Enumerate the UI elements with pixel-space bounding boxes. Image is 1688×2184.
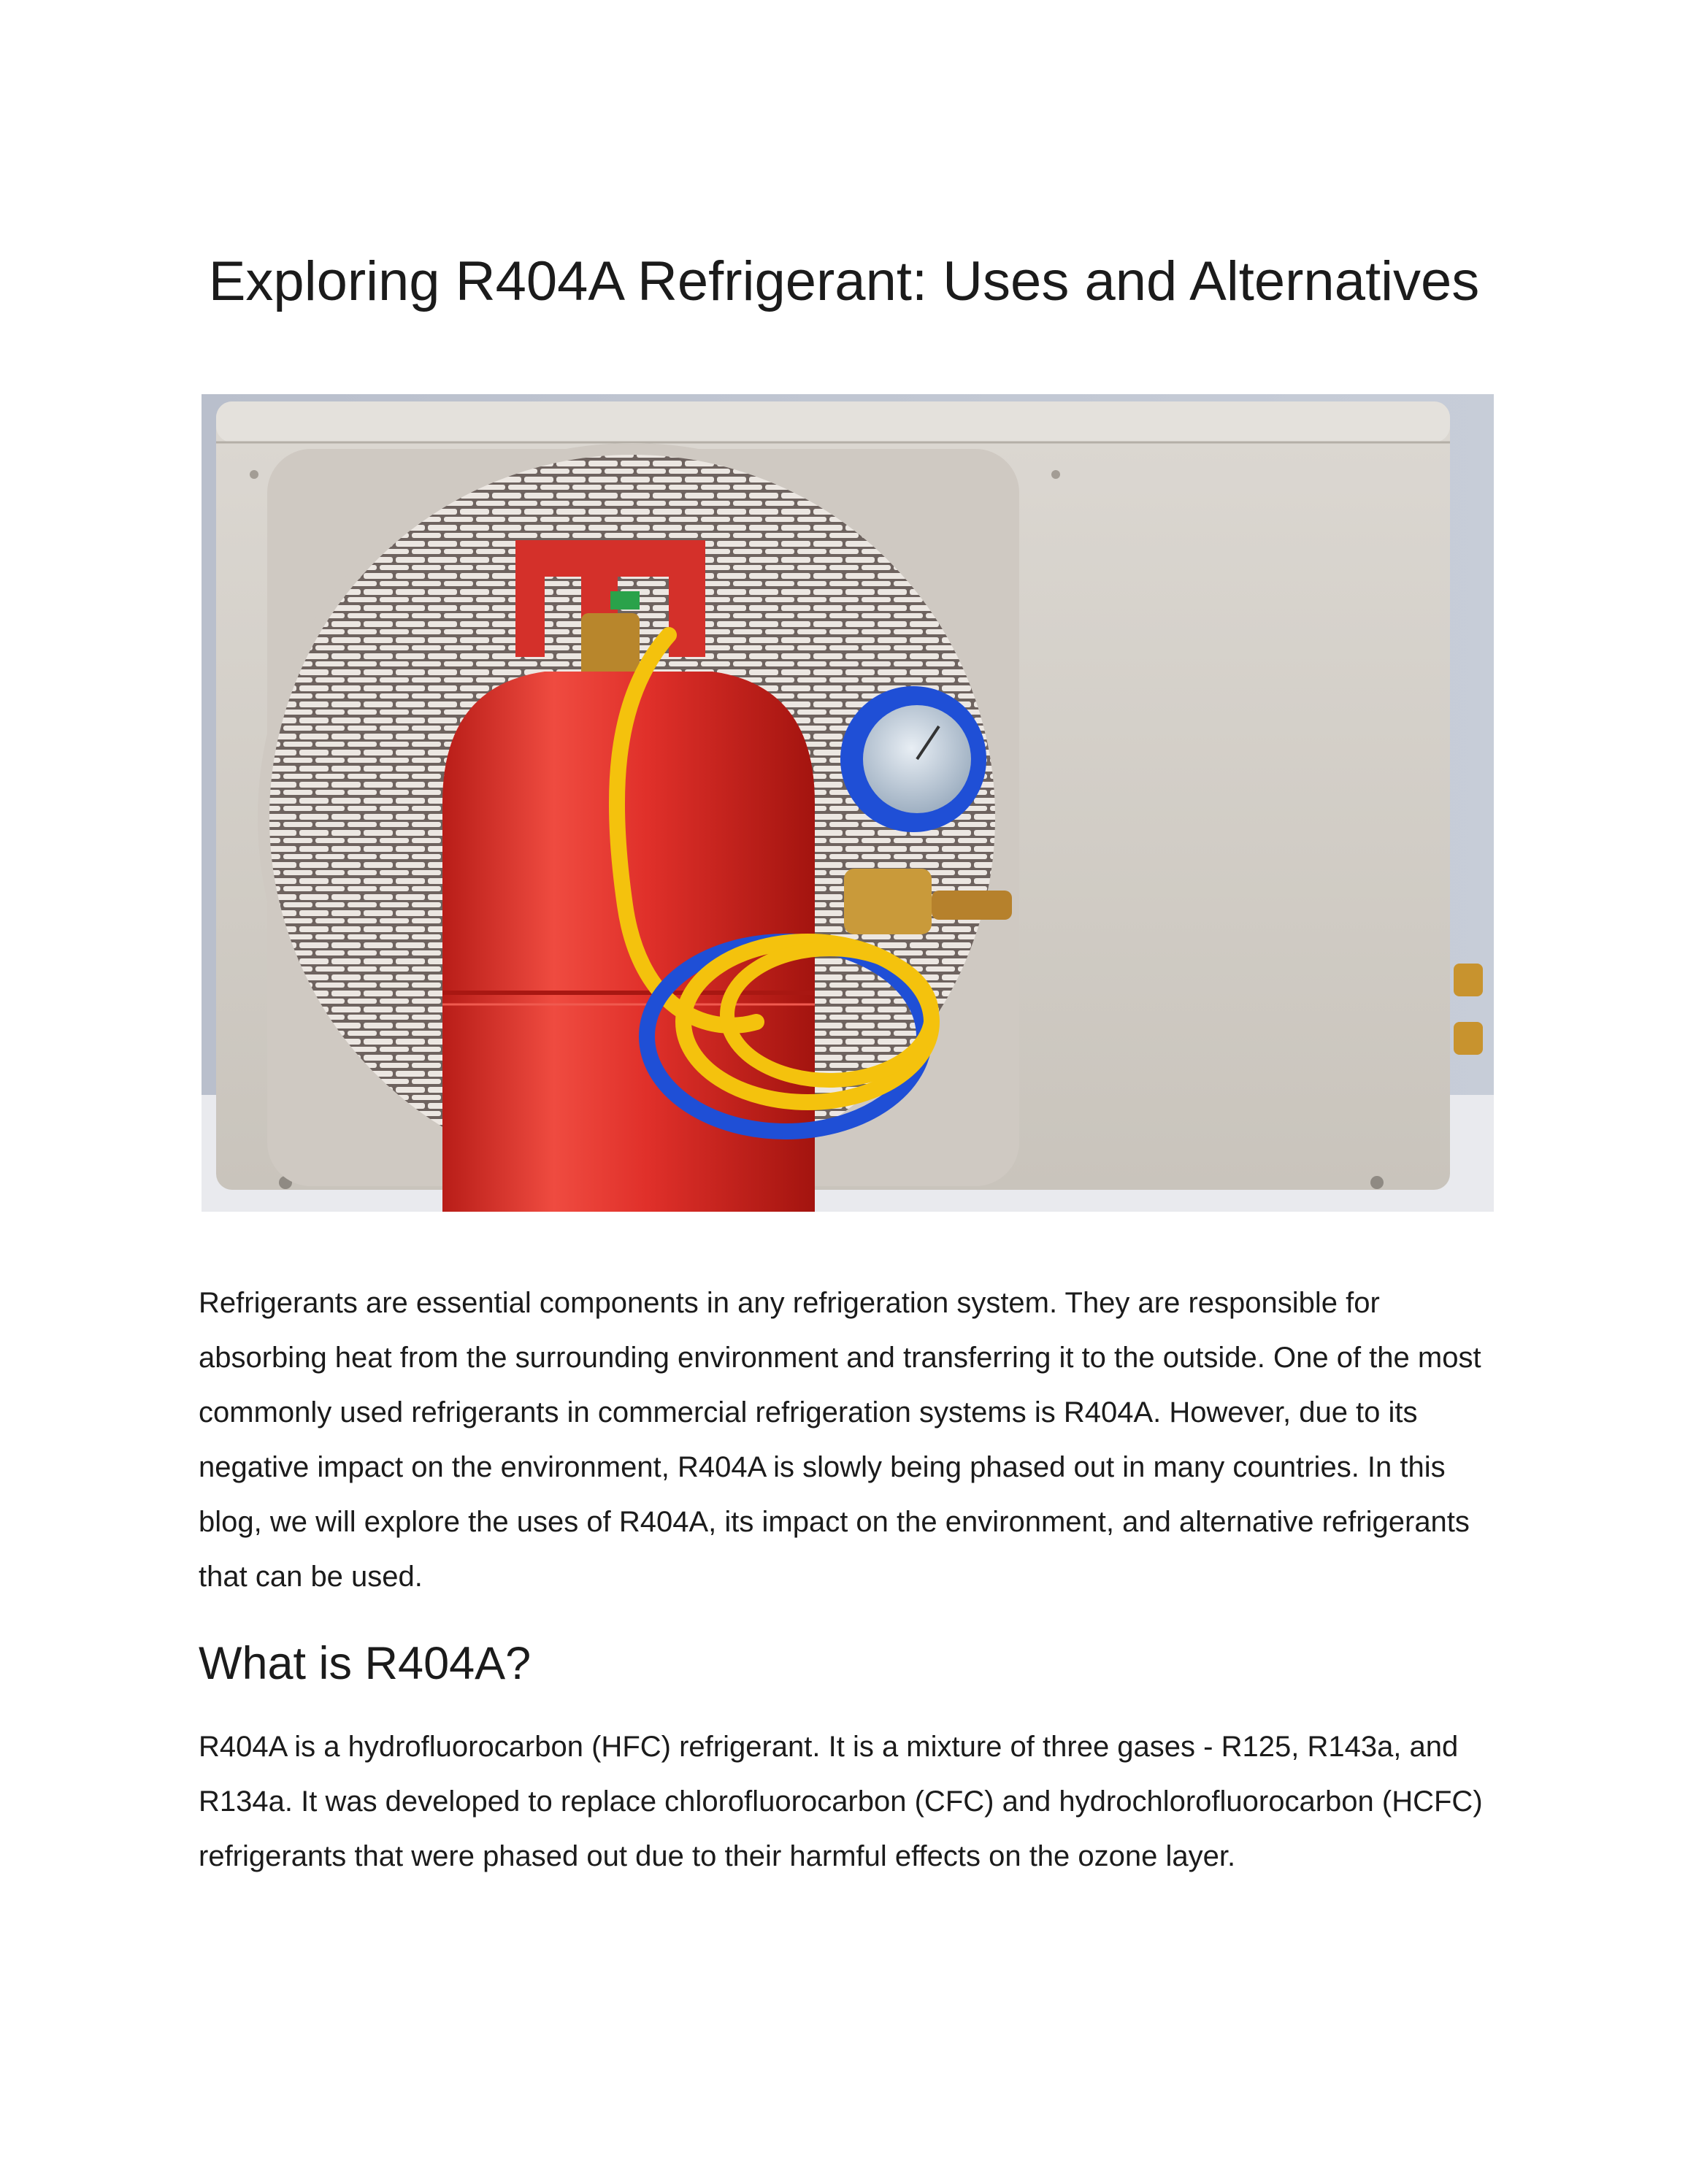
- intro-paragraph: Refrigerants are essential components in any refrigeration system. They are responsible for absorbing heat from the surrounding environment and transferring it to the outside. One of the most commonly used refrigerants in commercial refrigeration systems is R404A. However, due to its negative impact on the environment, R404A is slowly being phased out in many countries. In this blog, we will explore the uses of R404A, its impact on the environment, and alternative refrigerants that can be used.: [199, 1287, 1481, 1593]
- refrigerant-cylinder-photo-icon: [202, 394, 1494, 1212]
- article-body: [199, 1276, 1498, 1884]
- section-heading: What is R404A?: [199, 1638, 532, 1689]
- hero-image: [202, 394, 1494, 1212]
- page-title: Exploring R404A Refrigerant: Uses and Alternatives: [208, 250, 1480, 312]
- section-paragraph: R404A is a hydrofluorocarbon (HFC) refrigerant. It is a mixture of three gases - R125, R143a, and R134a. It was developed to replace chlorofluorocarbon (CFC) and hydrochlorofluorocarbon (HCFC) refrigerants that were phased out due to their harmful effects on the ozone layer.: [199, 1730, 1483, 1872]
